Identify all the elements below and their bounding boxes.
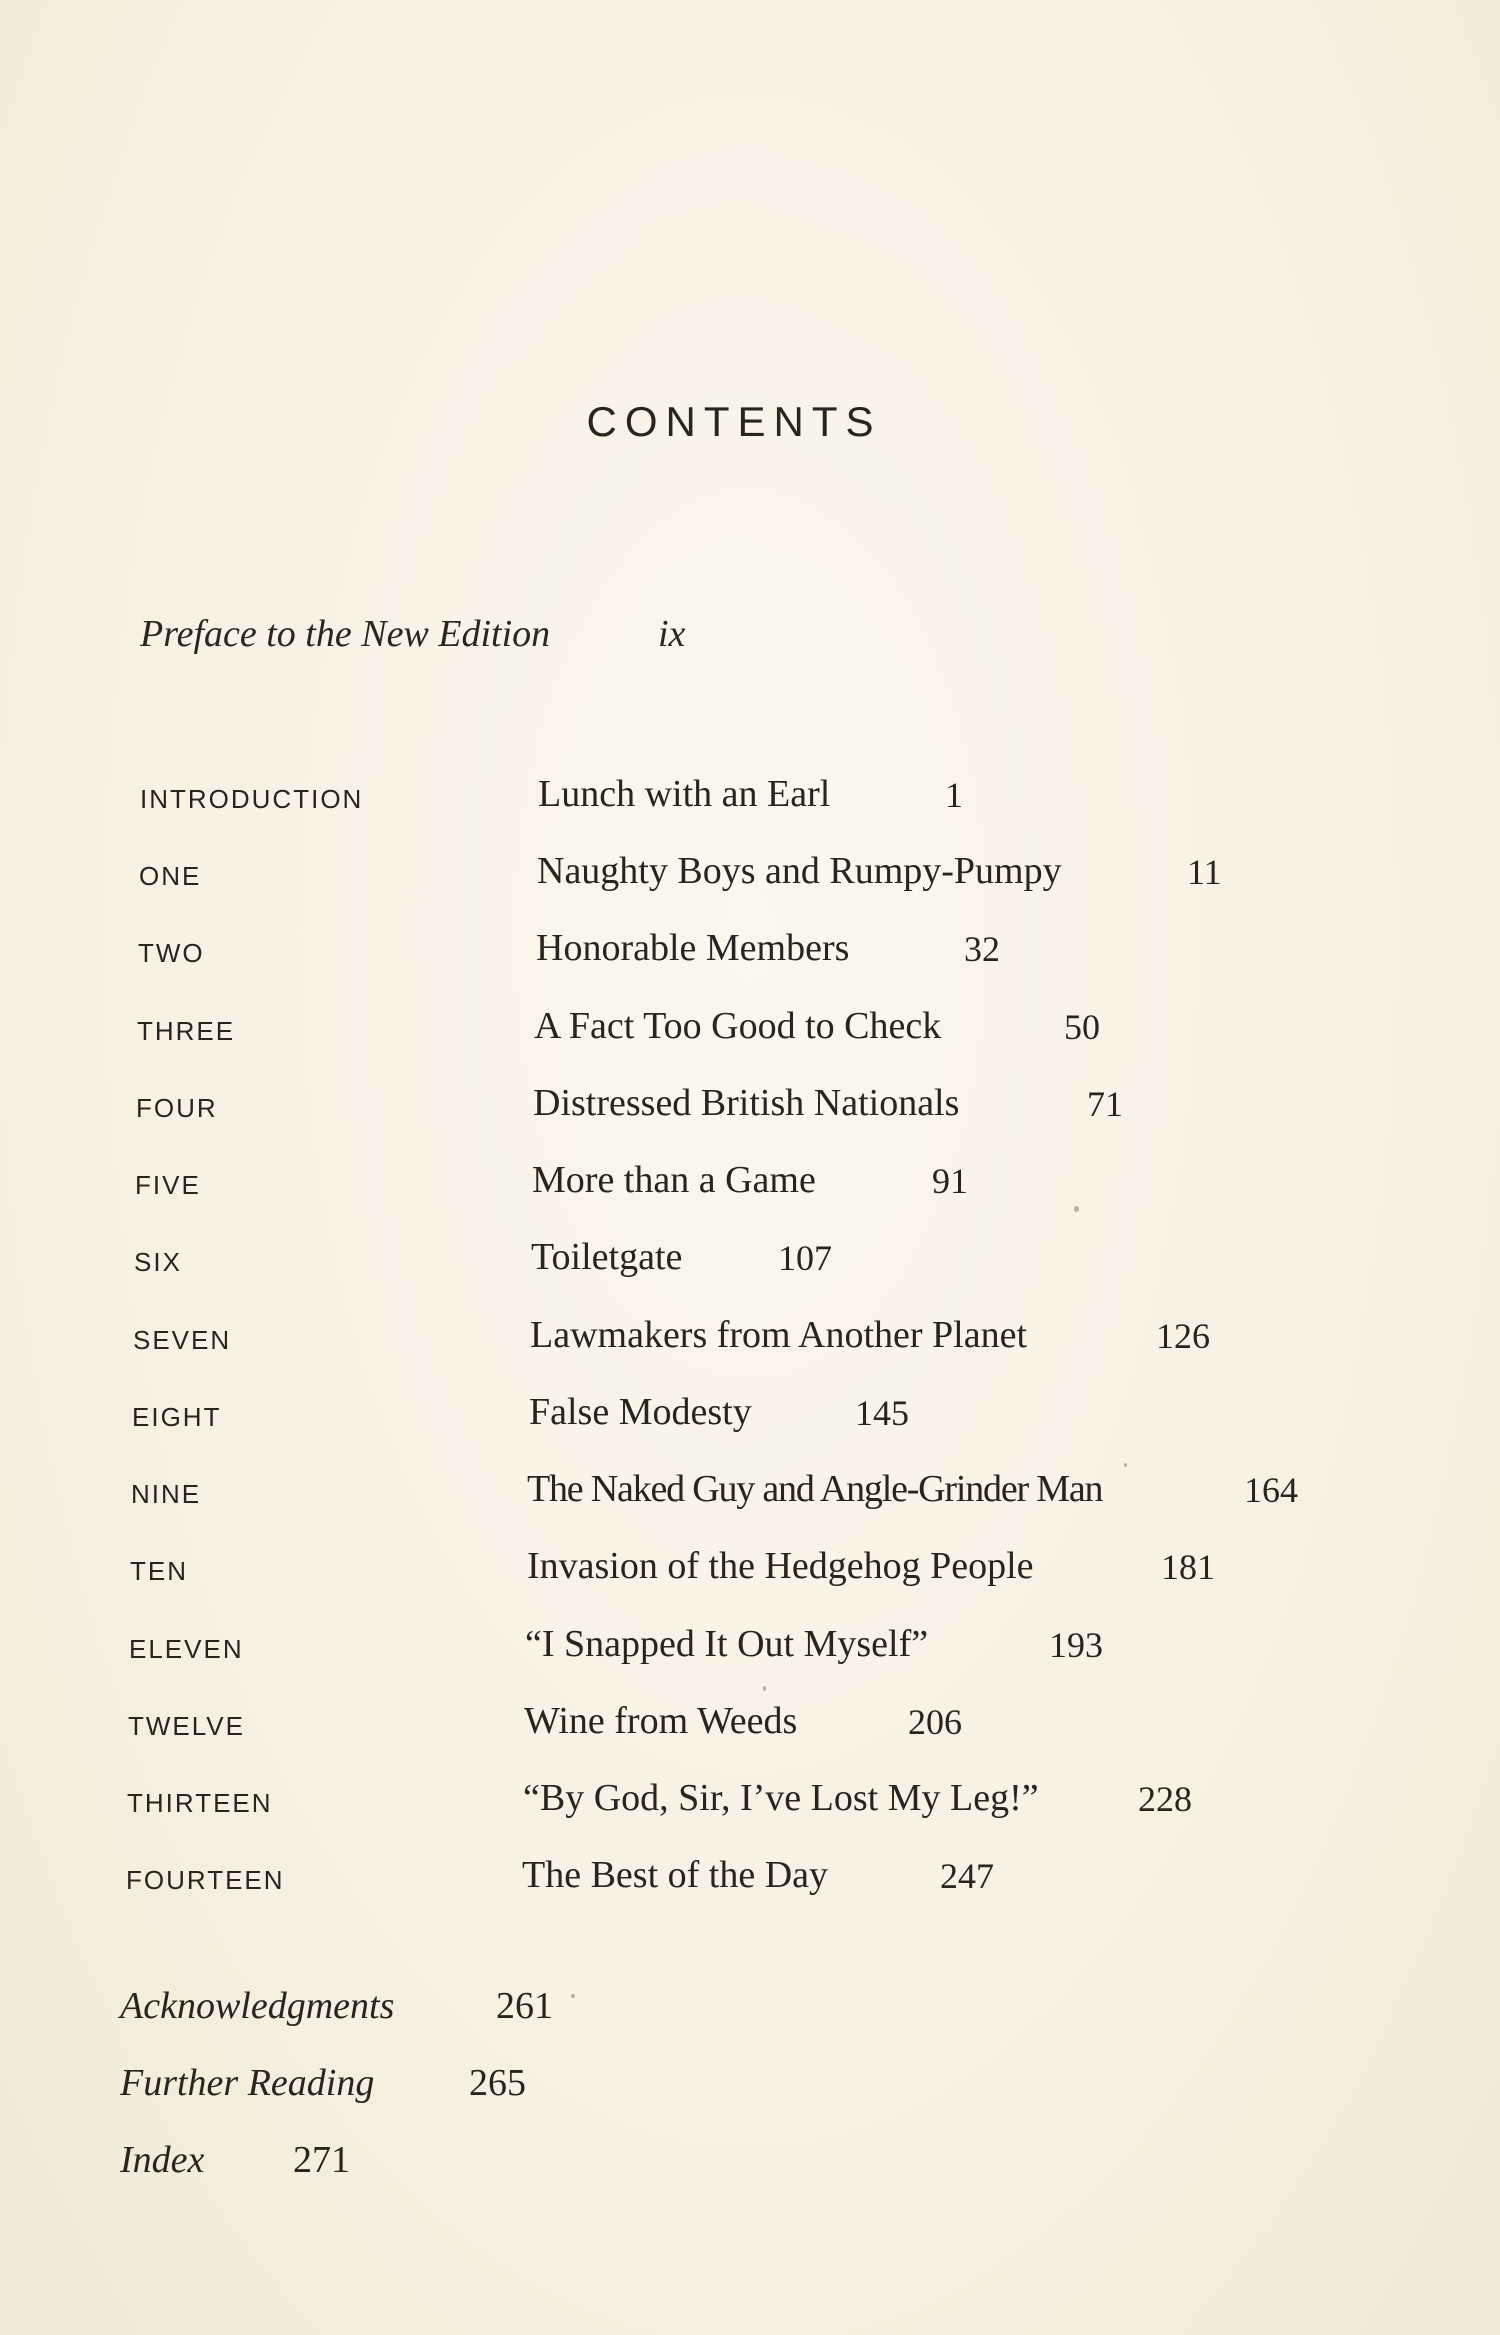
chapter-page: 126 bbox=[1156, 1316, 1210, 1356]
chapter-number: TWELVE bbox=[128, 1711, 245, 1741]
chapter-number: INTRODUCTION bbox=[140, 784, 364, 814]
chapter-page: 11 bbox=[1187, 852, 1222, 892]
chapter-page: 193 bbox=[1049, 1625, 1103, 1665]
back-matter-title: Further Reading bbox=[120, 2062, 375, 2104]
paper-speck bbox=[571, 1994, 575, 1998]
chapter-title: The Naked Guy and Angle-Grinder Man bbox=[527, 1468, 1103, 1510]
chapter-number: FIVE bbox=[135, 1170, 201, 1200]
chapter-title: Honorable Members bbox=[536, 927, 850, 969]
chapter-number: TEN bbox=[130, 1556, 188, 1586]
chapter-page: 50 bbox=[1064, 1007, 1100, 1047]
back-matter-entry bbox=[120, 2061, 526, 2111]
chapter-number: ELEVEN bbox=[129, 1634, 244, 1664]
chapter-number: NINE bbox=[131, 1479, 202, 1509]
chapter-number: FOURTEEN bbox=[126, 1865, 285, 1895]
chapter-number: FOUR bbox=[136, 1093, 218, 1123]
chapter-page: 107 bbox=[778, 1238, 832, 1278]
chapter-number: TWO bbox=[138, 938, 205, 968]
chapter-page: 206 bbox=[908, 1702, 962, 1742]
chapter-number: THREE bbox=[137, 1016, 236, 1046]
chapter-page: 228 bbox=[1138, 1779, 1192, 1819]
chapter-title: Wine from Weeds bbox=[524, 1700, 798, 1742]
chapter-title: “I Snapped It Out Myself” bbox=[525, 1623, 929, 1665]
chapter-title: Lawmakers from Another Planet bbox=[530, 1314, 1028, 1356]
paper-speck bbox=[1074, 1206, 1079, 1212]
chapter-page: 91 bbox=[932, 1161, 968, 1201]
back-matter-page: 261 bbox=[496, 1985, 553, 2027]
chapter-page: 32 bbox=[964, 929, 1000, 969]
chapter-title: Lunch with an Earl bbox=[538, 773, 831, 815]
chapter-title: Toiletgate bbox=[531, 1236, 683, 1278]
chapter-number: EIGHT bbox=[132, 1402, 222, 1432]
back-matter-entry bbox=[120, 1984, 553, 2034]
chapter-number: SEVEN bbox=[133, 1325, 232, 1355]
chapter-number: THIRTEEN bbox=[127, 1788, 273, 1818]
chapter-title: “By God, Sir, I’ve Lost My Leg!” bbox=[523, 1777, 1039, 1819]
chapter-title: The Best of the Day bbox=[522, 1854, 829, 1896]
back-matter-title: Index bbox=[120, 2139, 205, 2181]
chapter-title: Distressed British Nationals bbox=[533, 1082, 960, 1124]
chapter-title: Naughty Boys and Rumpy-Pumpy bbox=[537, 850, 1062, 892]
chapter-page: 164 bbox=[1244, 1470, 1298, 1510]
back-matter-page: 265 bbox=[469, 2062, 526, 2104]
chapter-title: Invasion of the Hedgehog People bbox=[527, 1545, 1034, 1587]
page-title: CONTENTS bbox=[586, 398, 882, 445]
back-matter-entry bbox=[120, 2138, 350, 2188]
preface-title: Preface to the New Edition bbox=[140, 613, 551, 655]
chapter-number: ONE bbox=[139, 861, 202, 891]
chapter-page: 1 bbox=[945, 775, 963, 815]
chapter-page: 71 bbox=[1087, 1084, 1123, 1124]
chapter-page: 181 bbox=[1161, 1547, 1215, 1587]
back-matter-title: Acknowledgments bbox=[120, 1985, 395, 2027]
chapter-title: False Modesty bbox=[529, 1391, 752, 1433]
chapter-number: SIX bbox=[134, 1247, 182, 1277]
paper-speck bbox=[1124, 1463, 1127, 1467]
back-matter-page: 271 bbox=[293, 2139, 350, 2181]
paper-speck bbox=[763, 1686, 766, 1691]
preface-page: ix bbox=[658, 613, 686, 655]
chapter-page: 247 bbox=[940, 1856, 994, 1896]
chapter-title: More than a Game bbox=[532, 1159, 816, 1201]
chapter-page: 145 bbox=[855, 1393, 909, 1433]
chapter-title: A Fact Too Good to Check bbox=[534, 1005, 942, 1047]
